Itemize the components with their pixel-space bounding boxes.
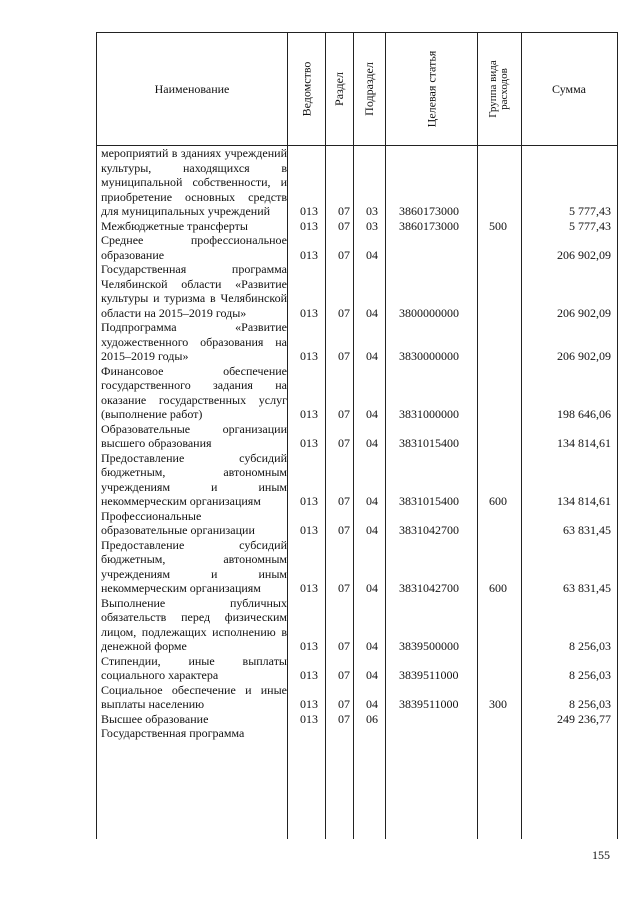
row-sum: 8 256,03	[569, 697, 611, 711]
row-ved: 013	[300, 639, 318, 653]
row-cel: 3860173000	[399, 204, 459, 218]
table-row	[97, 262, 617, 320]
row-name: Профессиональные образовательные организации	[101, 508, 255, 537]
row-cel: 3831015400	[399, 494, 459, 508]
row-pod: 04	[366, 407, 378, 421]
row-sum: 5 777,43	[569, 218, 611, 233]
header-sum	[521, 33, 617, 145]
row-sum: 8 256,03	[569, 639, 611, 653]
header-cel-label: Целевая статья	[423, 50, 438, 128]
row-name: Межбюджетные трансферты	[101, 218, 248, 233]
table-row	[97, 364, 617, 422]
row-pod: 04	[366, 436, 378, 450]
row-cel: 3839511000	[399, 697, 459, 711]
row-name: Финансовое обеспечение государственного задания на оказание государственных услуг (выполнение работ)	[101, 363, 287, 421]
row-name: Высшее образование	[101, 711, 209, 726]
table-body	[97, 146, 617, 741]
header-grp-line1: Группа вида	[487, 60, 499, 118]
row-name: Подпрограмма «Развитие художественного образования на 2015–2019 годы»	[101, 320, 287, 363]
row-ved: 013	[300, 349, 318, 363]
row-ved: 013	[300, 697, 318, 711]
header-sum-label: Сумма	[552, 81, 586, 96]
row-razd: 07	[338, 639, 350, 653]
row-ved: 013	[300, 305, 318, 320]
row-sum: 134 814,61	[557, 494, 611, 508]
row-pod: 04	[366, 494, 378, 508]
table-row	[97, 712, 617, 727]
table-row	[97, 146, 617, 219]
row-ved: 013	[300, 581, 318, 595]
row-sum: 5 777,43	[569, 204, 611, 218]
table-row	[97, 233, 617, 262]
row-cel: 3860173000	[399, 218, 459, 233]
row-name: Выполнение публичных обязательств перед физическим лицом, подлежащих исполнению в денежной форме	[101, 595, 287, 653]
row-ved: 013	[300, 523, 318, 537]
row-pod: 04	[366, 247, 378, 262]
row-pod: 04	[366, 523, 378, 537]
row-razd: 07	[338, 523, 350, 537]
row-sum: 206 902,09	[557, 247, 611, 262]
row-sum: 206 902,09	[557, 349, 611, 363]
header-podrazd	[353, 33, 385, 145]
row-name: мероприятий в зданиях учреждений культуры, находящихся в муниципальной собственности, и приобретение основных средств для муниципальных учреждений	[101, 146, 287, 218]
header-razd-label: Раздел	[332, 72, 347, 106]
row-razd: 07	[338, 407, 350, 421]
row-cel: 3831042700	[399, 581, 459, 595]
table-row	[97, 683, 617, 712]
row-name: Предоставление субсидий бюджетным, автономным учреждениям и иным некоммерческим организациям	[101, 450, 287, 508]
row-name: Образовательные организации высшего образования	[101, 421, 287, 450]
table-row	[97, 219, 617, 234]
row-grp: 300	[489, 697, 507, 711]
row-razd: 07	[338, 494, 350, 508]
row-cel: 3830000000	[399, 349, 459, 363]
row-cel: 3831015400	[399, 436, 459, 450]
row-pod: 04	[366, 581, 378, 595]
row-ved: 013	[300, 668, 318, 682]
header-podrazd-label: Подраздел	[362, 62, 377, 116]
row-razd: 07	[338, 668, 350, 682]
table-row	[97, 509, 617, 538]
table-row	[97, 538, 617, 596]
row-name: Государственная программа	[101, 726, 245, 740]
row-name: Государственная программа Челябинской области «Развитие культуры и туризма в Челябинской области на 2015–2019 годы»	[101, 262, 287, 320]
row-grp: 600	[489, 494, 507, 508]
row-grp: 600	[489, 581, 507, 595]
row-ved: 013	[300, 204, 318, 218]
row-name: Предоставление субсидий бюджетным, автономным учреждениям и иным некоммерческим организациям	[101, 537, 287, 595]
page-number: 155	[592, 848, 610, 862]
row-razd: 07	[338, 204, 350, 218]
header-razd	[325, 33, 353, 145]
row-ved: 013	[300, 218, 318, 233]
row-pod: 04	[366, 668, 378, 682]
table-row	[97, 596, 617, 654]
table-row	[97, 726, 617, 741]
row-ved: 013	[300, 436, 318, 450]
row-razd: 07	[338, 711, 350, 726]
row-sum: 134 814,61	[557, 436, 611, 450]
row-razd: 07	[338, 436, 350, 450]
header-grp-line2: расходов	[498, 68, 510, 110]
row-name: Среднее профессиональное образование	[101, 233, 287, 262]
row-cel: 3800000000	[399, 305, 459, 320]
row-pod: 03	[366, 204, 378, 218]
row-ved: 013	[300, 494, 318, 508]
row-cel: 3839511000	[399, 668, 459, 682]
row-ved: 013	[300, 711, 318, 726]
row-grp: 500	[489, 218, 507, 233]
row-sum: 8 256,03	[569, 668, 611, 682]
row-pod: 04	[366, 639, 378, 653]
row-name: Социальное обеспечение и иные выплаты населению	[101, 682, 287, 711]
row-sum: 63 831,45	[563, 523, 611, 537]
row-cel: 3839500000	[399, 639, 459, 653]
row-pod: 03	[366, 218, 378, 233]
row-ved: 013	[300, 407, 318, 421]
table-row	[97, 451, 617, 509]
row-sum: 249 236,77	[557, 711, 611, 726]
row-sum: 63 831,45	[563, 581, 611, 595]
row-ved: 013	[300, 247, 318, 262]
header-grp	[477, 33, 521, 145]
row-sum: 198 646,06	[557, 407, 611, 421]
header-name	[97, 33, 287, 145]
budget-table	[96, 32, 618, 839]
row-name: Стипендии, иные выплаты социального характера	[101, 653, 287, 682]
row-pod: 04	[366, 697, 378, 711]
header-cel	[385, 33, 477, 145]
row-pod: 06	[366, 711, 378, 726]
row-razd: 07	[338, 305, 350, 320]
table-row	[97, 654, 617, 683]
row-cel: 3831042700	[399, 523, 459, 537]
header-grp-label	[488, 60, 510, 118]
row-razd: 07	[338, 581, 350, 595]
row-razd: 07	[338, 218, 350, 233]
header-ved	[287, 33, 325, 145]
table-row	[97, 422, 617, 451]
row-razd: 07	[338, 349, 350, 363]
row-razd: 07	[338, 697, 350, 711]
table-row	[97, 320, 617, 364]
row-razd: 07	[338, 247, 350, 262]
row-pod: 04	[366, 305, 378, 320]
row-cel: 3831000000	[399, 407, 459, 421]
row-pod: 04	[366, 349, 378, 363]
row-sum: 206 902,09	[557, 305, 611, 320]
header-ved-label: Ведомство	[299, 61, 314, 117]
header-name-label: Наименование	[154, 81, 230, 96]
